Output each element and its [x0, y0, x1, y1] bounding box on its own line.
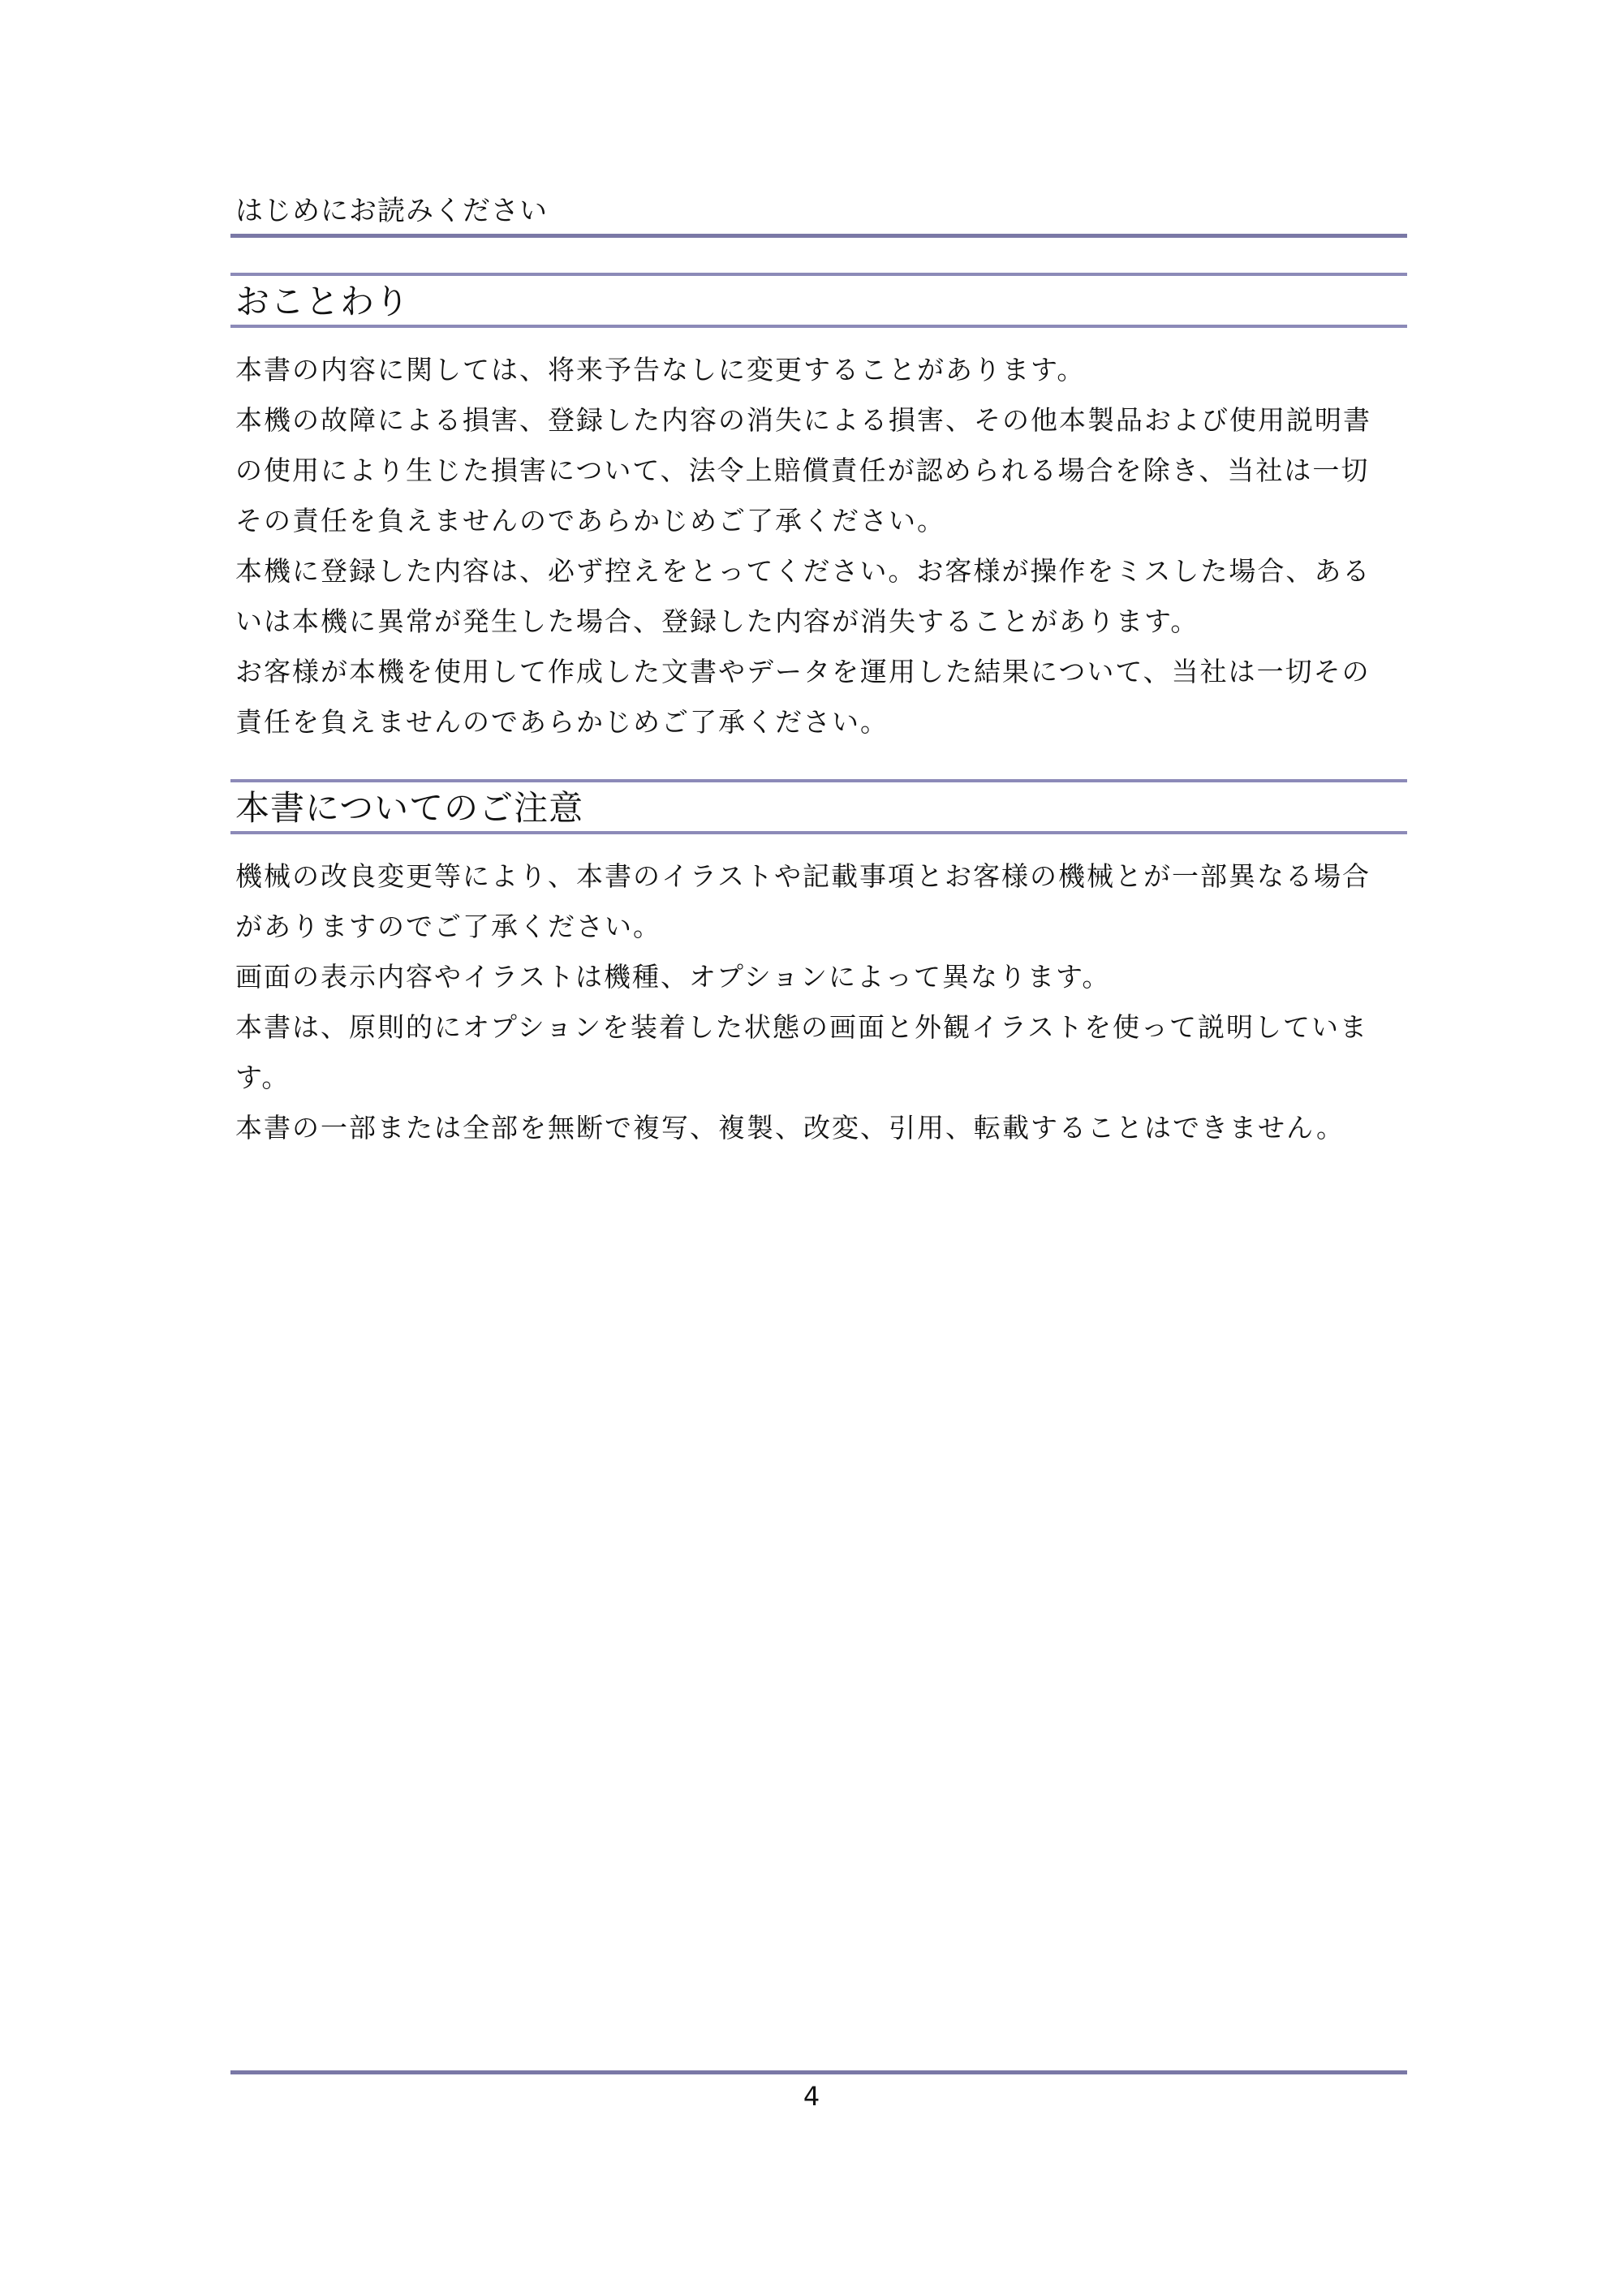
body-line: 本機の故障による損害、登録した内容の消失による損害、その他本製品および使用説明書 [235, 404, 1371, 436]
section-rule-top [230, 273, 1407, 276]
body-line: 責任を負えませんのであらかじめご了承ください。 [235, 706, 889, 738]
section-rule-bottom [230, 325, 1407, 328]
body-line: 本書の内容に関しては、将来予告なしに変更することがあります。 [235, 354, 1086, 386]
body-line: の使用により生じた損害について、法令上賠償責任が認められる場合を除き、当社は一切 [235, 454, 1370, 486]
body-line: がありますのでご了承ください。 [235, 911, 661, 942]
section-body-notes [235, 851, 1404, 1153]
running-header: はじめにお読みください [235, 195, 548, 227]
section-rule-top [230, 779, 1407, 782]
body-line: 本書は、原則的にオプションを装着した状態の画面と外観イラストを使って説明していま [235, 1011, 1369, 1043]
body-line: 本機に登録した内容は、必ず控えをとってください。お客様が操作をミスした場合、ある [235, 555, 1371, 587]
body-line: 本書の一部または全部を無断で複写、複製、改変、引用、転載することはできません。 [235, 1112, 1345, 1144]
footer-rule [230, 2070, 1407, 2074]
header-rule [230, 234, 1407, 238]
body-line: す。 [235, 1062, 291, 1093]
page-number: 4 [803, 2081, 820, 2112]
body-line: その責任を負えませんのであらかじめご了承ください。 [235, 505, 945, 536]
section-title-disclaimer: おことわり [235, 282, 411, 321]
body-line: いは本機に異常が発生した場合、登録した内容が消失することがあります。 [235, 605, 1199, 637]
body-line: 画面の表示内容やイラストは機種、オプションによって異なります。 [235, 961, 1111, 993]
section-body-disclaimer [235, 345, 1404, 747]
section-title-notes: 本書についてのご注意 [235, 788, 584, 828]
section-rule-bottom [230, 831, 1407, 834]
body-line: お客様が本機を使用して作成した文書やデータを運用した結果について、当社は一切その [235, 656, 1371, 687]
body-line: 機械の改良変更等により、本書のイラストや記載事項とお客様の機械とが一部異なる場合 [235, 860, 1371, 892]
